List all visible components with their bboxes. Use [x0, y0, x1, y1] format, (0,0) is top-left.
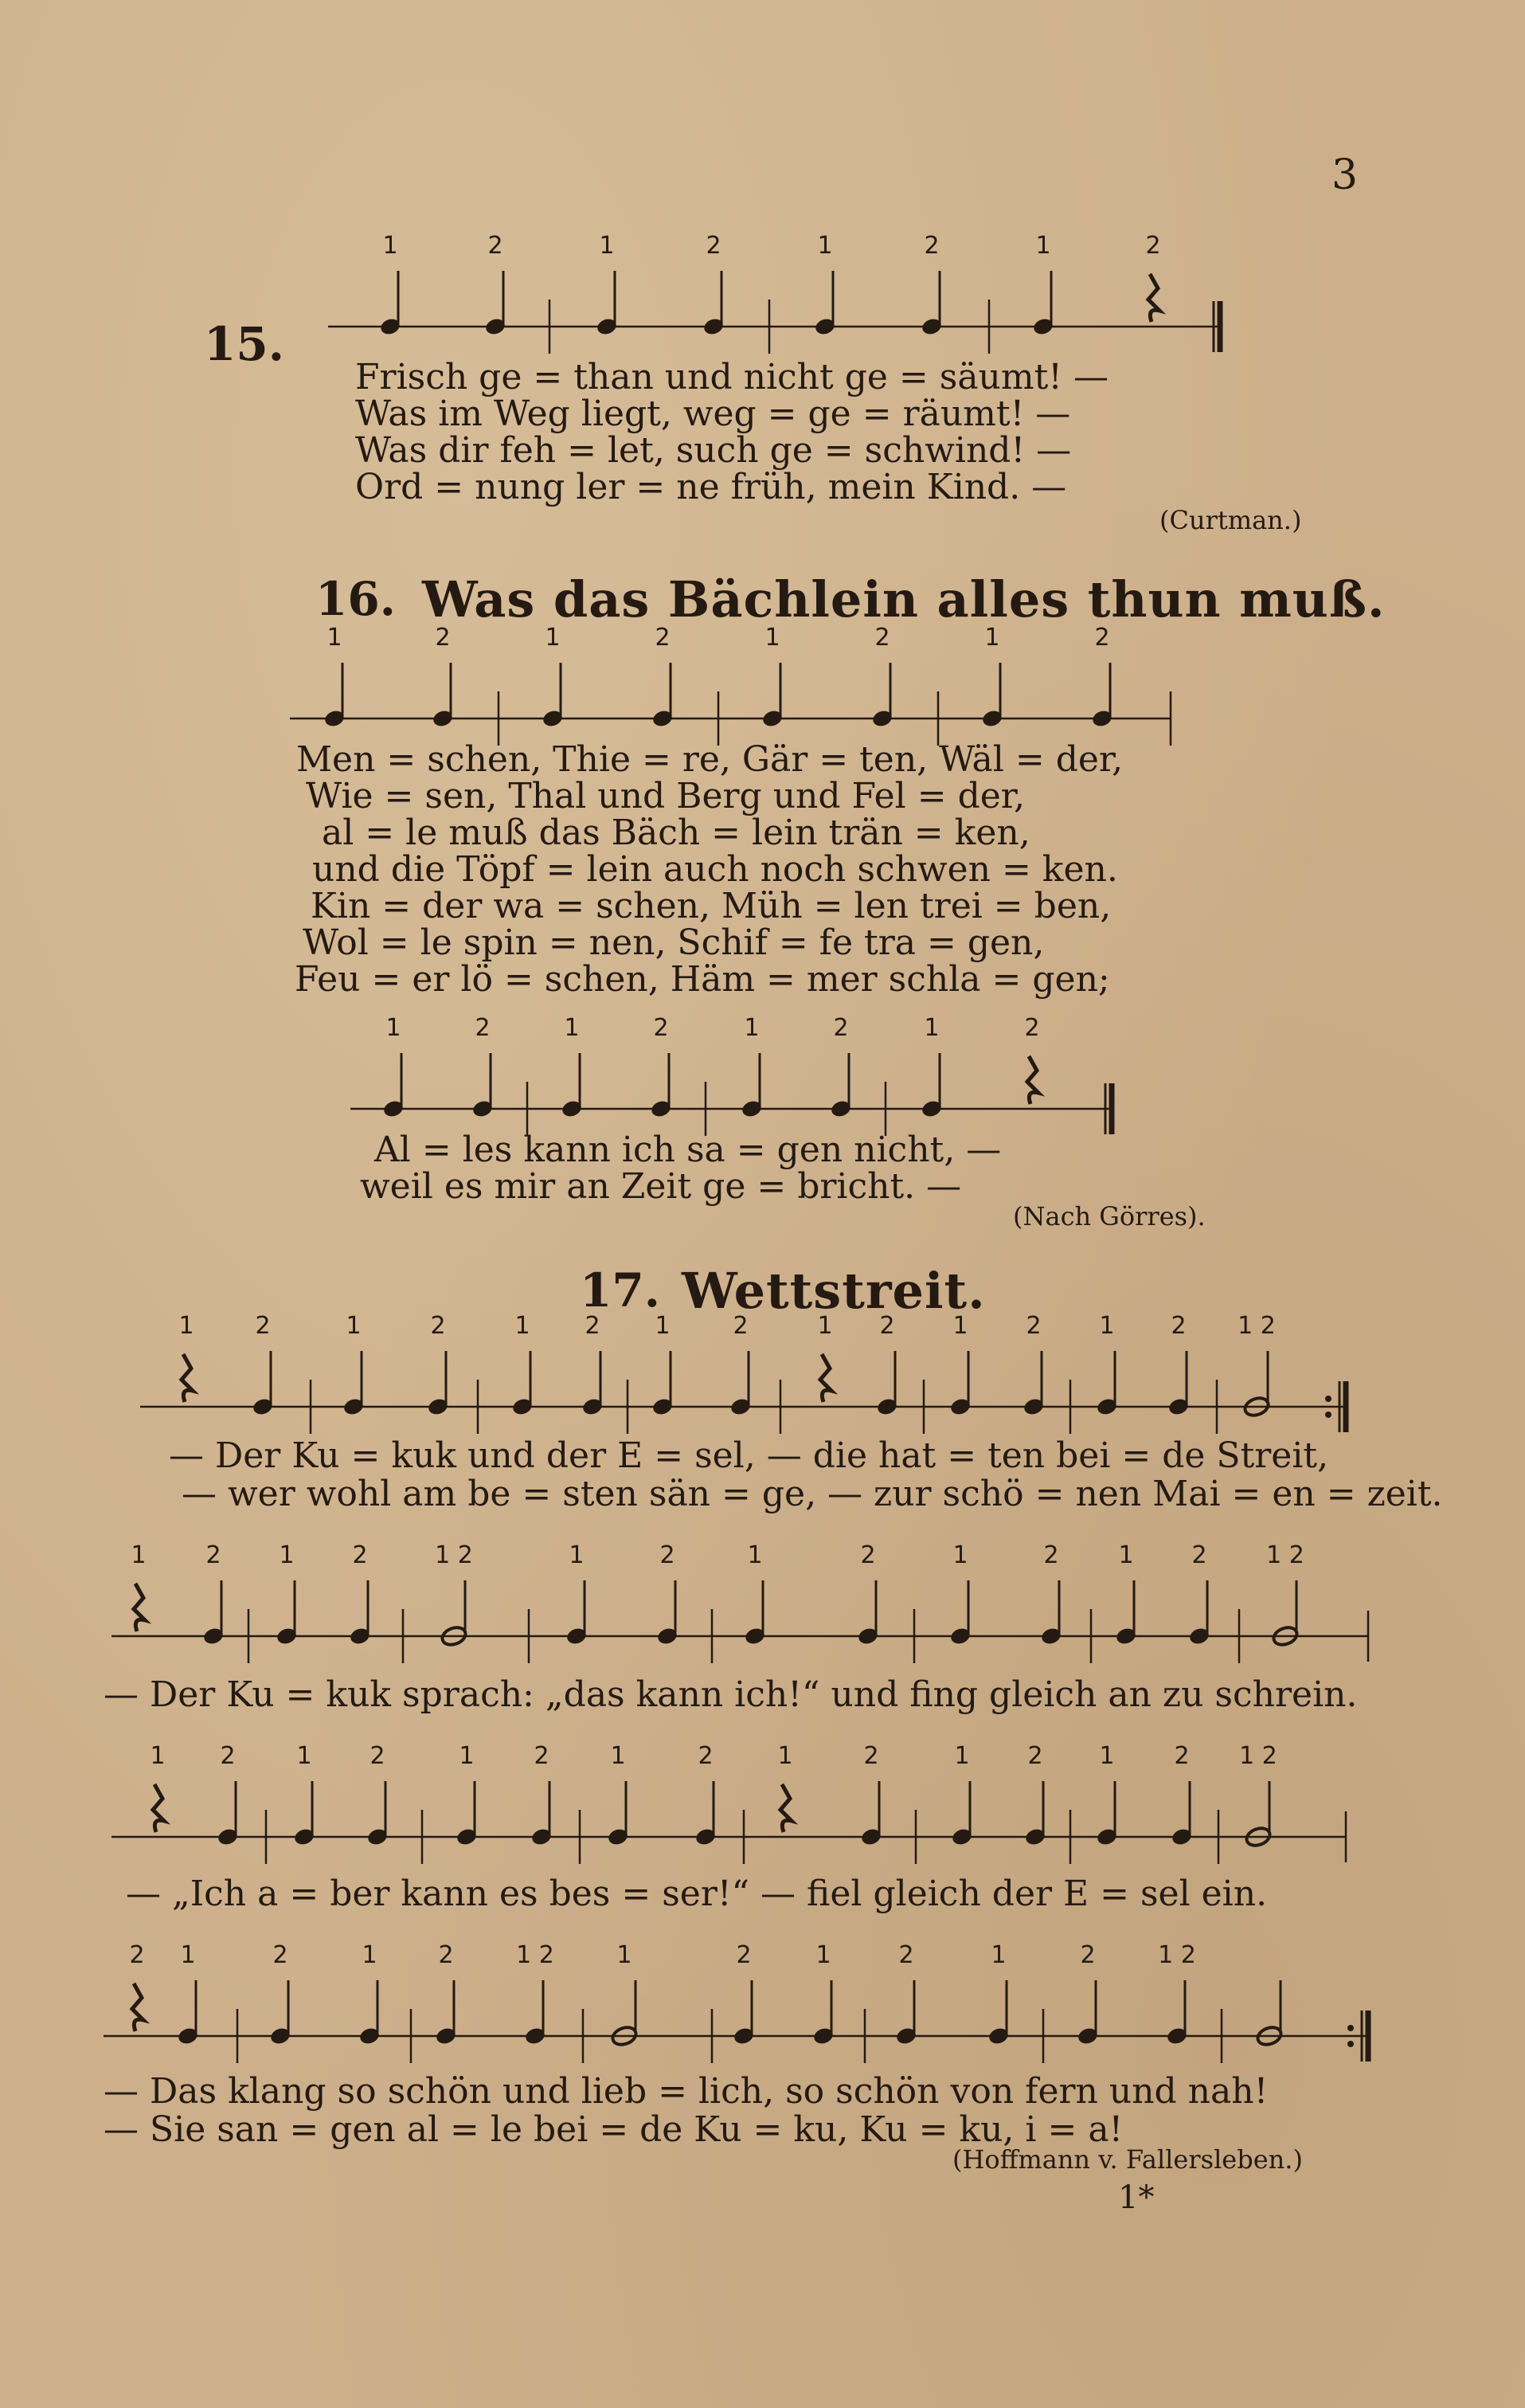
lyric-line: al = le muß das Bäch = lein trän = ken,	[322, 812, 1030, 853]
beat-number: 2	[272, 1941, 288, 1969]
song-17-credit: (Hoffmann v. Fallersleben.)	[952, 2144, 1303, 2175]
beat-number: 2	[706, 232, 721, 260]
lyric-line: — Sie san = gen al = le bei = de Ku = ku, Ku = ku, i = a!	[104, 2109, 1124, 2150]
lyric-line: Wol = le spin = nen, Schif = fe tra = gen,	[303, 922, 1045, 963]
song-16-credit: (Nach Görres).	[1013, 1201, 1206, 1231]
beat-number: 1	[815, 1941, 831, 1969]
beat-number: 1	[599, 232, 615, 260]
beat-number: 1	[459, 1742, 475, 1770]
beat-number: 2	[1145, 232, 1161, 260]
quarter-rest	[820, 1354, 831, 1402]
quarter-rest	[132, 1983, 143, 2031]
beat-number: 1	[1118, 1541, 1134, 1569]
beat-number: 1	[610, 1742, 626, 1770]
beat-number: 2	[860, 1541, 876, 1569]
lyric-line: Men = schen, Thie = re, Gär = ten, Wäl = der,	[296, 739, 1124, 780]
beat-number: 2	[1026, 1312, 1042, 1340]
beat-number: 1	[279, 1541, 295, 1569]
beat-number: 2	[1174, 1742, 1190, 1770]
beat-number: 2	[220, 1742, 236, 1770]
beat-number: 1	[777, 1742, 793, 1770]
beat-number: 1 2	[516, 1941, 554, 1969]
beat-number: 2	[1094, 624, 1110, 652]
beat-number: 1	[346, 1312, 362, 1340]
beat-number: 2	[430, 1312, 446, 1340]
beat-number: 1	[569, 1541, 585, 1569]
lyric-line: Wie = sen, Thal und Berg und Fel = der,	[306, 776, 1025, 816]
beat-number: 1	[952, 1541, 968, 1569]
beat-number: 1 2	[1266, 1541, 1304, 1569]
song-16-number: 16.	[315, 572, 396, 626]
beat-number: 2	[534, 1742, 549, 1770]
beat-number: 2	[874, 624, 890, 652]
beat-number: 2	[733, 1312, 749, 1340]
beat-number: 2	[863, 1742, 879, 1770]
beat-number: 2	[475, 1014, 491, 1042]
beat-number: 1	[655, 1312, 671, 1340]
beat-number: 1	[180, 1941, 196, 1969]
beat-number: 1	[178, 1312, 194, 1340]
beat-number: 2	[1171, 1312, 1187, 1340]
beat-number: 1	[327, 624, 342, 652]
beat-number: 1 2	[1239, 1742, 1277, 1770]
beat-number: 2	[487, 232, 503, 260]
beat-number: 1	[747, 1541, 763, 1569]
beat-number: 1	[382, 232, 398, 260]
repeat-dot	[1347, 2041, 1354, 2047]
lyric-line: Al = les kann ich sa = gen nicht, —	[374, 1130, 1002, 1170]
beat-number: 2	[255, 1312, 271, 1340]
beat-number: 2	[1043, 1541, 1059, 1569]
song-17-lyrics-2: — Der Ku = kuk sprach: „das kann ich!“ und fing gleich an zu schrein.	[104, 1674, 1358, 1715]
song-17-lyrics-3: — „Ich a = ber kann es bes = ser!“ — fiel gleich der E = sel ein.	[126, 1874, 1268, 1914]
beat-number: 2	[698, 1742, 714, 1770]
beat-number: 1	[984, 624, 1000, 652]
beat-number: 1	[362, 1941, 377, 1969]
lyric-line: — Das klang so schön und lieb = lich, so schön von fern und nah!	[104, 2071, 1269, 2112]
lyric-line: Was im Weg liegt, weg = ge = räumt! —	[355, 394, 1071, 434]
lyric-line: — wer wohl am be = sten sän = ge, — zur schö = nen Mai = en = zeit.	[182, 1474, 1443, 1514]
beat-number: 1	[744, 1014, 760, 1042]
song-15-credit: (Curtman.)	[1159, 505, 1302, 535]
song-17-number: 17.	[580, 1263, 660, 1318]
song-16-title: Was das Bächlein alles thun muß.	[422, 570, 1386, 628]
beat-number: 1	[764, 624, 780, 652]
beat-number: 2	[653, 1014, 669, 1042]
lyric-line: weil es mir an Zeit ge = bricht. —	[360, 1166, 962, 1207]
beat-number: 1	[564, 1014, 580, 1042]
beat-number: 1	[514, 1312, 530, 1340]
beat-number: 1	[924, 1014, 940, 1042]
beat-number: 2	[659, 1541, 675, 1569]
beat-number: 2	[205, 1541, 221, 1569]
beat-number: 1	[952, 1312, 968, 1340]
beat-number: 1 2	[1158, 1941, 1196, 1969]
beat-number: 2	[370, 1742, 385, 1770]
beat-number: 2	[438, 1941, 454, 1969]
beat-number: 1	[616, 1941, 632, 1969]
repeat-dot	[1325, 1396, 1331, 1402]
beat-number: 2	[736, 1941, 752, 1969]
beat-number: 2	[352, 1541, 368, 1569]
quarter-rest	[1148, 274, 1159, 322]
page-number: 3	[1331, 151, 1359, 199]
beat-number: 1	[1035, 232, 1051, 260]
beat-number: 2	[833, 1014, 849, 1042]
lyric-line: Ord = nung ler = ne früh, mein Kind. —	[355, 467, 1067, 507]
lyric-line: Kin = der wa = schen, Müh = len trei = ben,	[311, 886, 1112, 926]
beat-number: 2	[1080, 1941, 1096, 1969]
beat-number: 2	[924, 232, 940, 260]
beat-number: 2	[1027, 1742, 1043, 1770]
quarter-rest	[1027, 1056, 1038, 1104]
beat-number: 2	[585, 1312, 600, 1340]
song-17-title: Wettstreit.	[682, 1262, 986, 1320]
beat-number: 1	[385, 1014, 401, 1042]
beat-number: 2	[898, 1941, 914, 1969]
beat-number: 2	[435, 624, 451, 652]
beat-number: 1	[991, 1941, 1007, 1969]
beat-number: 2	[1191, 1541, 1207, 1569]
beat-number: 1 2	[435, 1541, 473, 1569]
beat-number: 1	[817, 232, 833, 260]
beat-number: 2	[655, 624, 671, 652]
lyric-line: und die Töpf = lein auch noch schwen = ken.	[312, 849, 1118, 890]
beat-number: 1 2	[1238, 1312, 1276, 1340]
lyric-line: Was dir feh = let, such ge = schwind! —	[355, 430, 1072, 471]
beat-number: 1	[296, 1742, 312, 1770]
beat-number: 2	[1024, 1014, 1040, 1042]
beat-number: 1	[954, 1742, 970, 1770]
beat-number: 1	[1099, 1742, 1115, 1770]
quarter-rest	[153, 1784, 164, 1832]
song-15-number: 15.	[204, 317, 284, 371]
lyric-line: Feu = er lö = schen, Häm = mer schla = gen;	[295, 959, 1110, 1000]
beat-number: 1	[817, 1312, 833, 1340]
quarter-rest	[134, 1584, 145, 1631]
quarter-rest	[780, 1784, 792, 1832]
repeat-dot	[1325, 1412, 1331, 1418]
quarter-rest	[182, 1354, 193, 1402]
beat-number: 2	[129, 1941, 145, 1969]
repeat-dot	[1347, 2025, 1354, 2031]
lyric-line: — Der Ku = kuk und der E = sel, — die hat = ten bei = de Streit,	[169, 1435, 1329, 1476]
beat-number: 1	[150, 1742, 166, 1770]
beat-number: 1	[545, 624, 561, 652]
beat-number: 1	[131, 1541, 147, 1569]
beat-number: 2	[879, 1312, 895, 1340]
beat-number: 1	[1099, 1312, 1115, 1340]
lyric-line: Frisch ge = than und nicht ge = säumt! —	[355, 357, 1109, 397]
signature-mark: 1*	[1118, 2179, 1155, 2216]
